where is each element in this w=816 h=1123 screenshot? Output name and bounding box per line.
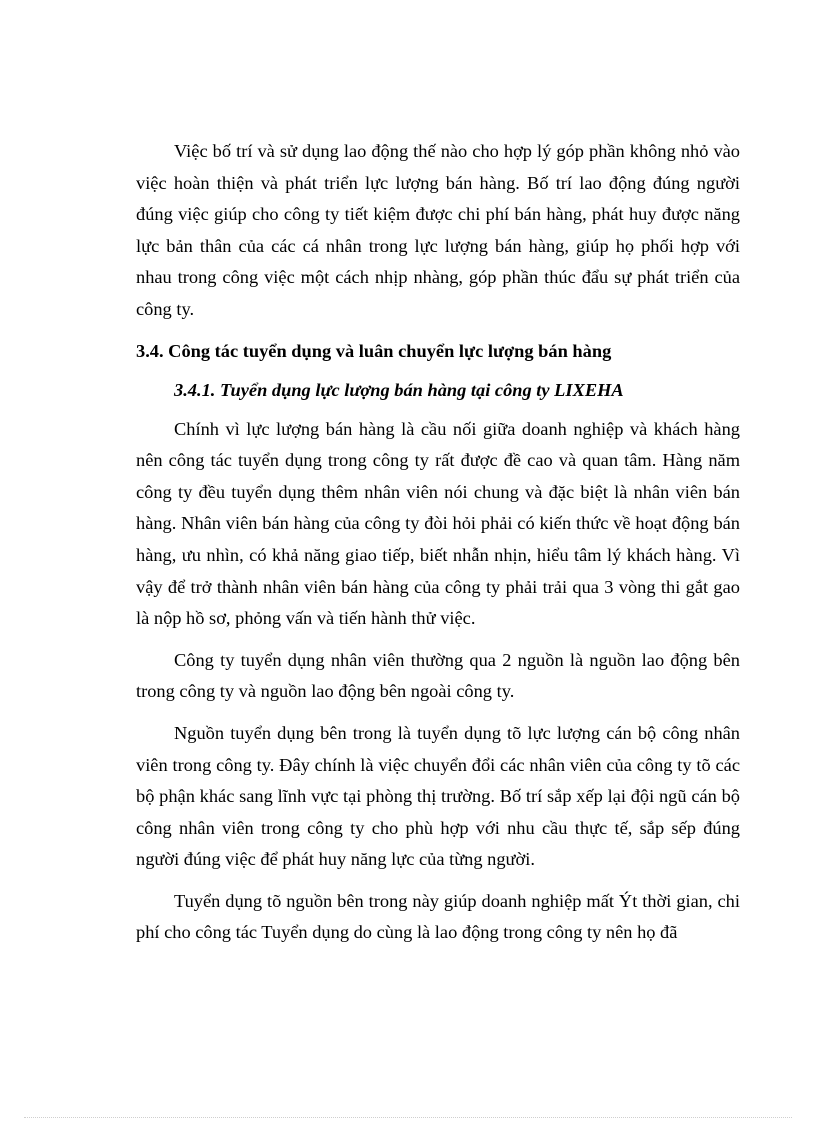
paragraph-internal-source: Nguồn tuyển dụng bên trong là tuyển dụng tõ lực lượng cán bộ công nhân viên trong công ty. Đây chính là việc chuyển đổi các nhân viên của công ty tõ các bộ phận khác sang lĩnh vực tại phòng thị trường. Bố trí sắp xếp lại đội ngũ cán bộ công nhân viên trong công ty cho phù hợp với nhu cầu thực tế, sắp sếp đúng người đúng việc để phát huy năng lực của từng người.	[136, 722, 740, 870]
paragraph-recruitment-sources: Công ty tuyển dụng nhân viên thường qua 2 nguồn là nguồn lao động bên trong công ty và nguồn lao động bên ngoài công ty.	[136, 649, 740, 702]
document-page	[136, 136, 740, 959]
paragraph-staff-allocation: Việc bố trí và sử dụng lao động thế nào cho hợp lý góp phần không nhỏ vào việc hoàn thiện và phát triển lực lượng bán hàng. Bố trí lao động đúng người đúng việc giúp cho công ty tiết kiệm được chi phí bán hàng, phát huy được năng lực bản thân của các cá nhân trong lực lượng bán hàng, giúp họ phối hợp với nhau trong công việc một cách nhịp nhàng, góp phần thúc đẩu sự phát triển của công ty.	[136, 141, 740, 319]
subsection-heading-3-4-1: 3.4.1. Tuyển dụng lực lượng bán hàng tại công ty LIXEHA	[174, 379, 624, 400]
paragraph-internal-benefits: Tuyển dụng tõ nguồn bên trong này giúp doanh nghiệp mất Ýt thời gian, chi phí cho công tác Tuyển dụng do cùng là lao động trong công ty nên họ đã	[136, 890, 740, 943]
section-heading-3-4: 3.4. Công tác tuyển dụng và luân chuyển lực lượng bán hàng	[136, 340, 612, 361]
page-bottom-divider	[24, 1117, 792, 1118]
paragraph-recruitment-importance: Chính vì lực lượng bán hàng là cầu nối giữa doanh nghiệp và khách hàng nên công tác tuyển dụng trong công ty rất được đề cao và quan tâm. Hàng năm công ty đều tuyển dụng thêm nhân viên nói chung và đặc biệt là nhân viên bán hàng. Nhân viên bán hàng của công ty đòi hỏi phải có kiến thức về hoạt động bán hàng, ưu nhìn, có khả năng giao tiếp, biết nhẫn nhịn, hiểu tâm lý khách hàng. Vì vậy để trở thành nhân viên bán hàng của công ty phải trải qua 3 vòng thi gắt gao là nộp hồ sơ, phỏng vấn và tiến hành thử việc.	[136, 418, 740, 629]
